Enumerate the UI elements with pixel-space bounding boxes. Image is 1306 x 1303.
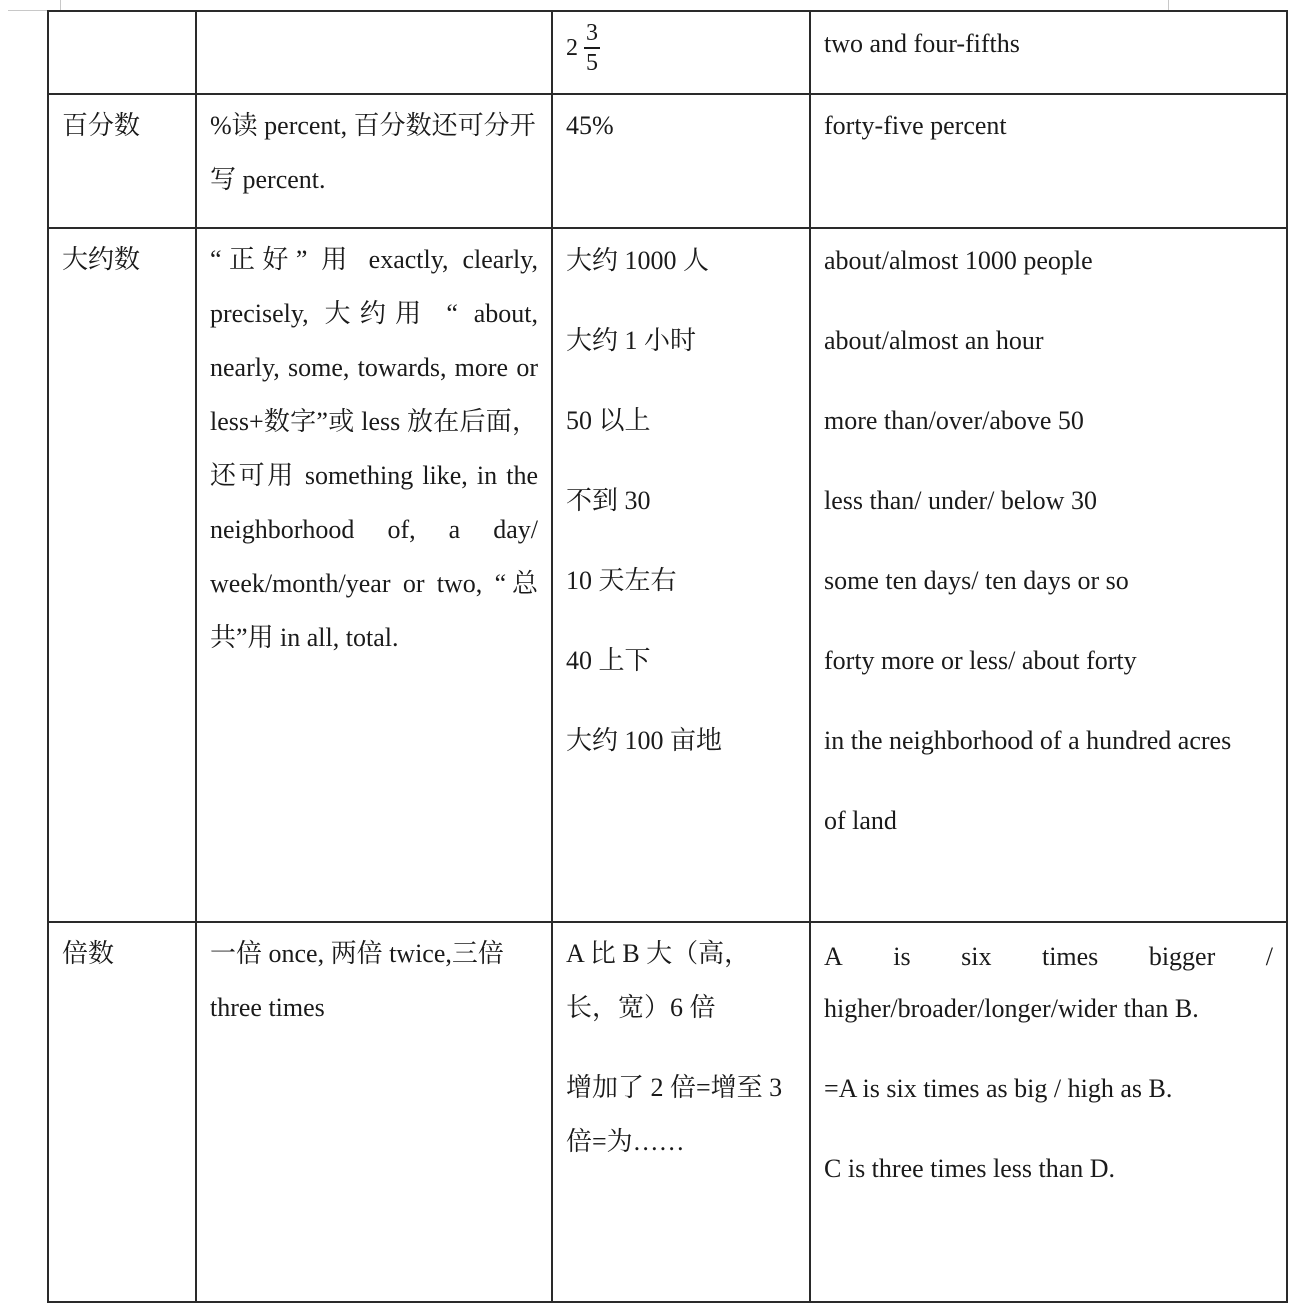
cell-fraction-rule	[196, 11, 552, 94]
list-item: of land	[824, 806, 897, 835]
cell-multiple-examples	[552, 922, 810, 1302]
cell-fraction-english	[810, 11, 1287, 94]
list-item: 10 天左右	[566, 566, 677, 595]
cell-approx-examples	[552, 228, 810, 922]
list-item: 不到 30	[566, 486, 651, 515]
page-corner-mark-left	[8, 0, 48, 11]
cell-approx-rule	[196, 228, 552, 922]
list-item: more than/over/above 50	[824, 406, 1084, 435]
percent-english-text: forty-five percent	[824, 111, 1007, 140]
multiple-example-2: 增加了 2 倍=增至 3 倍=为……	[566, 1073, 783, 1156]
list-item: 大约 100 亩地	[566, 726, 723, 755]
approx-rule-text: “正好” 用 exactly, clearly, precisely, 大约用 “ about, nearly, some, towards, more or less+数字”或 less 放在后面，还可用 something like, in the neighborhood of, a day/ week/month/year or two, “总共”用 in all, total.	[210, 245, 538, 652]
multiple-rule-text: 一倍 once, 两倍 twice,三倍 three times	[210, 939, 504, 1022]
table-row-percent	[48, 94, 1287, 228]
word: /	[1265, 942, 1273, 971]
list-item: about/almost an hour	[824, 326, 1044, 355]
fraction-denominator: 5	[586, 50, 598, 76]
cell-approx-label	[48, 228, 196, 922]
list-item: in the neighborhood of a hundred acres	[824, 726, 1232, 755]
multiple-example-1: A 比 B 大（高，长，宽）6 倍	[566, 939, 751, 1022]
word: is	[893, 942, 911, 971]
list-item: 大约 1000 人	[566, 246, 710, 275]
multiple-label: 倍数	[62, 939, 115, 968]
table-row-approx	[48, 228, 1287, 922]
approx-label: 大约数	[62, 245, 141, 274]
fraction-numerator: 3	[586, 20, 598, 46]
fraction-english-text: two and four-fifths	[824, 29, 1020, 58]
cell-percent-label	[48, 94, 196, 228]
word: times	[1041, 942, 1099, 971]
cell-multiple-rule	[196, 922, 552, 1302]
cell-percent-english	[810, 94, 1287, 228]
cell-multiple-english	[810, 922, 1287, 1302]
percent-example-text: 45%	[566, 111, 614, 140]
approx-english-list	[824, 247, 1273, 848]
multiple-english-2: =A is six times as big / high as B.	[824, 1074, 1173, 1103]
word: A	[824, 942, 843, 971]
fraction-whole: 2	[566, 34, 578, 61]
list-item: 大约 1 小时	[566, 326, 697, 355]
mixed-fraction	[566, 8, 600, 88]
multiple-english-line-1b: higher/broader/longer/wider than B.	[824, 994, 1199, 1023]
list-item: 50 以上	[566, 406, 651, 435]
cell-multiple-label	[48, 922, 196, 1302]
cell-percent-rule	[196, 94, 552, 228]
list-item: some ten days/ ten days or so	[824, 566, 1129, 595]
cell-fraction-label	[48, 11, 196, 94]
cell-approx-english	[810, 228, 1287, 922]
fraction	[584, 19, 600, 77]
percent-label: 百分数	[62, 111, 141, 140]
multiple-english-line-1	[824, 937, 1273, 977]
word: bigger	[1148, 942, 1216, 971]
table-row-multiple	[48, 922, 1287, 1302]
percent-rule-text: %读 percent, 百分数还可分开写 percent.	[210, 111, 536, 194]
approx-example-list	[566, 247, 796, 755]
list-item: less than/ under/ below 30	[824, 486, 1097, 515]
table-row-fraction	[48, 11, 1287, 94]
multiple-english-3: C is three times less than D.	[824, 1154, 1116, 1183]
cell-fraction-example	[552, 11, 810, 94]
list-item: about/almost 1000 people	[824, 246, 1093, 275]
page-corner-mark-left-tick	[60, 0, 61, 10]
word: six	[961, 942, 992, 971]
list-item: 40 上下	[566, 646, 651, 675]
numbers-reading-table	[47, 10, 1288, 1303]
cell-percent-example	[552, 94, 810, 228]
list-item: forty more or less/ about forty	[824, 646, 1137, 675]
page-corner-mark-right-tick	[1168, 0, 1169, 10]
